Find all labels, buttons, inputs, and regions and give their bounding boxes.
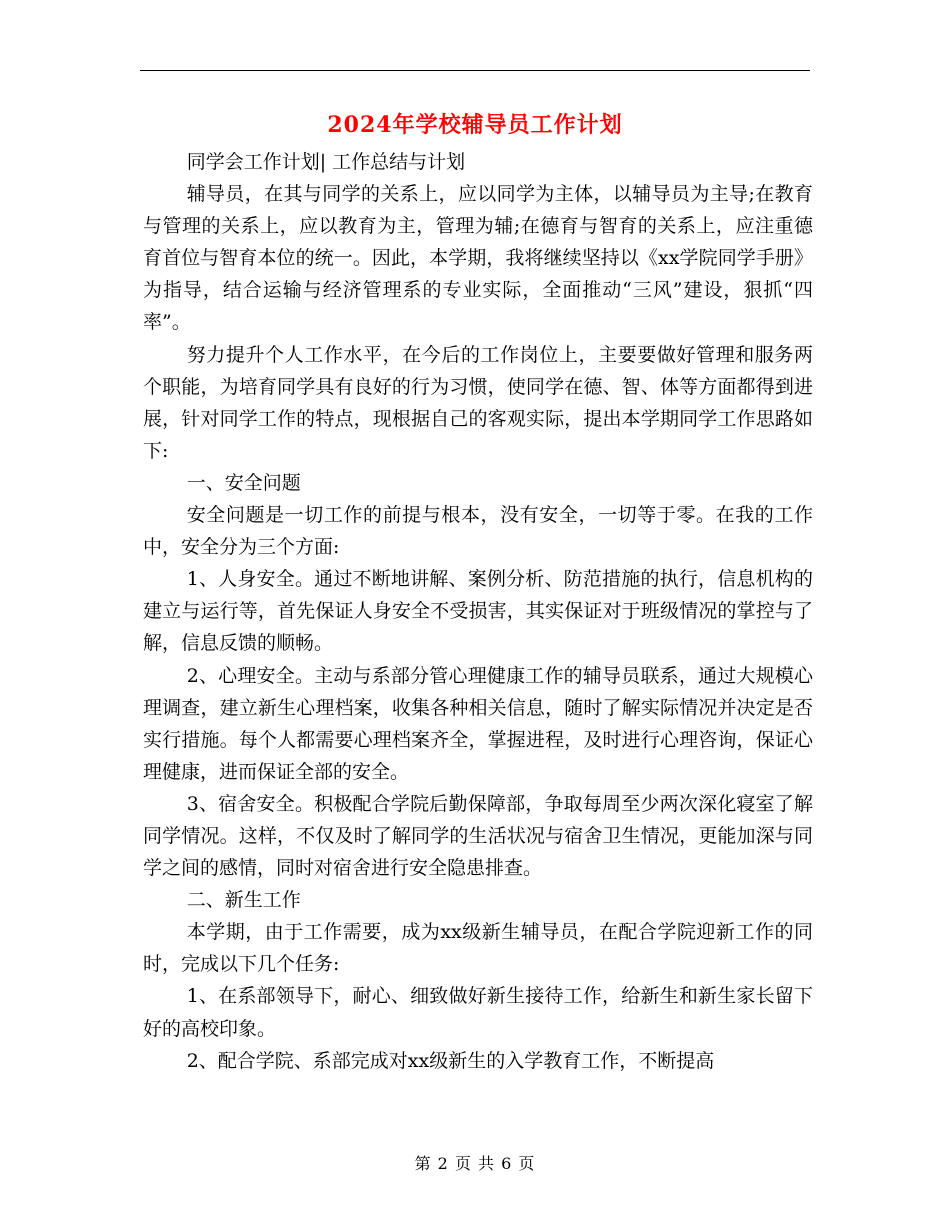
section-heading: 一、安全问题 — [186, 471, 301, 494]
paragraph: 辅导员，在其与同学的关系上，应以同学为主体，以辅导员为主导;在教育与管理的关系上，应以教育为主，管理为辅;在德育与智育的关系上，应注重德育首位与智育本位的统一。因此，本学期，我将继续坚持以《xx学院同学手册》为指导，结合运输与经济管理系的专业实际，全面推动“三风”建设，狠抓“四率”。 — [143, 183, 813, 334]
paragraph: 1、在系部领导下，耐心、细致做好新生接待工作，给新生和新生家长留下好的高校印象。 — [143, 985, 813, 1040]
paragraph: 2、配合学院、系部完成对xx级新生的入学教育工作，不断提高 — [186, 1049, 715, 1072]
section-heading: 二、新生工作 — [186, 889, 301, 912]
page-number: 第 2 页 共 6 页 — [414, 1154, 536, 1173]
header-rule — [140, 70, 810, 71]
document-title: 2024年学校辅导员工作计划 — [327, 112, 623, 138]
paragraph: 2、心理安全。主动与系部分管心理健康工作的辅导员联系，通过大规模心理调查，建立新生心理档案，收集各种相关信息，随时了解实际情况并决定是否实行措施。每个人都需要心理档案齐全，掌握进程，及时进行心理咨询，保证心理健康，进而保证全部的安全。 — [143, 664, 813, 783]
paragraph-subtitle: 同学会工作计划| 工作总结与计划 — [186, 151, 466, 173]
paragraph: 3、宿舍安全。积极配合学院后勤保障部，争取每周至少两次深化寝室了解同学情况。这样，不仅及时了解同学的生活状况与宿舍卫生情况，更能加深与同学之间的感情，同时对宿舍进行安全隐患排查。 — [143, 792, 813, 880]
paragraph: 努力提升个人工作水平，在今后的工作岗位上，主要要做好管理和服务两个职能，为培育同学具有良好的行为习惯，使同学在德、智、体等方面都得到进展，针对同学工作的特点，现根据自己的客观实际，提出本学期同学工作思路如下: — [143, 343, 813, 462]
paragraph: 安全问题是一切工作的前提与根本，没有安全，一切等于零。在我的工作中，安全分为三个方面: — [143, 504, 813, 559]
document-body — [143, 146, 813, 1077]
paragraph: 1、人身安全。通过不断地讲解、案例分析、防范措施的执行，信息机构的建立与运行等，首先保证人身安全不受损害，其实保证对于班级情况的掌控与了解，信息反馈的顺畅。 — [143, 568, 813, 655]
paragraph: 本学期，由于工作需要，成为xx级新生辅导员，在配合学院迎新工作的同时，完成以下几个任务: — [143, 921, 813, 976]
